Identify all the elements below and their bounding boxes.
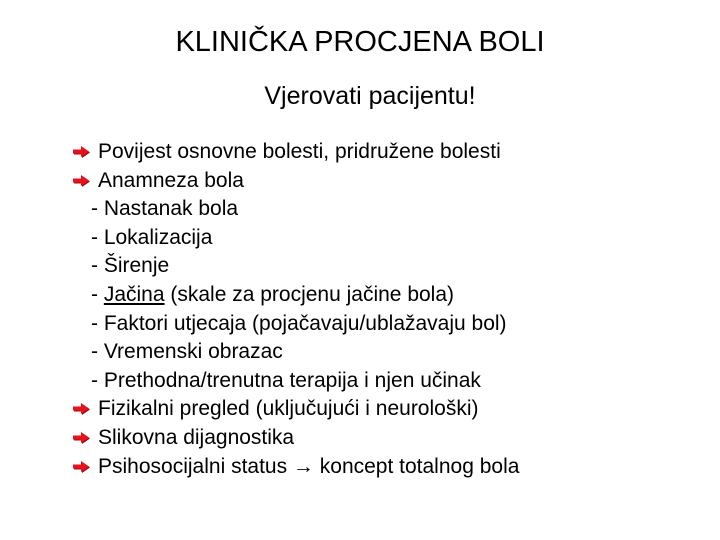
list-item-text: Slikovna dijagnostika	[98, 425, 295, 449]
slide-title: KLINIČKA PROCJENA BOLI	[175, 26, 545, 58]
sub-list-item	[72, 281, 712, 310]
red-arrow-icon	[72, 431, 92, 445]
list-item-text: Fizikalni pregled (uključujući i neurološki)	[98, 397, 479, 421]
list-item	[72, 167, 712, 196]
list-item	[72, 395, 712, 424]
list-item-text: Anamneza bola	[98, 168, 244, 192]
red-arrow-icon	[72, 145, 92, 159]
slide-subtitle: Vjerovati pacijentu!	[264, 82, 476, 110]
sub-list-item-text: - Faktori utjecaja (pojačavaju/ublažavaju bol)	[91, 311, 507, 335]
red-arrow-icon	[72, 174, 92, 188]
sub-list-item	[72, 338, 712, 367]
sub-list-item	[72, 224, 712, 253]
sub-list-item-text: - Širenje	[91, 254, 170, 278]
sub-list-item-text: - Vremenski obrazac	[91, 340, 283, 364]
red-arrow-icon	[72, 460, 92, 474]
list-item	[72, 424, 712, 453]
list-item	[72, 138, 712, 167]
content-list	[72, 138, 712, 481]
sub-list-item-suffix: (skale za procjenu jačine bola)	[164, 282, 455, 306]
sub-list-item	[72, 310, 712, 339]
sub-list-item-text: - Prethodna/trenutna terapija i njen učinak	[91, 368, 481, 392]
list-item-text: Povijest osnovne bolesti, pridružene bolesti	[98, 140, 501, 163]
sub-list-item	[72, 367, 712, 396]
list-item	[72, 453, 712, 482]
sub-list-item-prefix: -	[91, 282, 104, 306]
list-item-text: Psihosocijalni status → koncept totalnog bola	[98, 454, 520, 478]
red-arrow-icon	[72, 402, 92, 416]
sub-list-item	[72, 195, 712, 224]
sub-list-item	[72, 252, 712, 281]
sub-list-item-text: - Lokalizacija	[91, 225, 213, 249]
underlined-term: Jačina	[103, 282, 165, 306]
sub-list-item-text: - Nastanak bola	[91, 197, 239, 221]
